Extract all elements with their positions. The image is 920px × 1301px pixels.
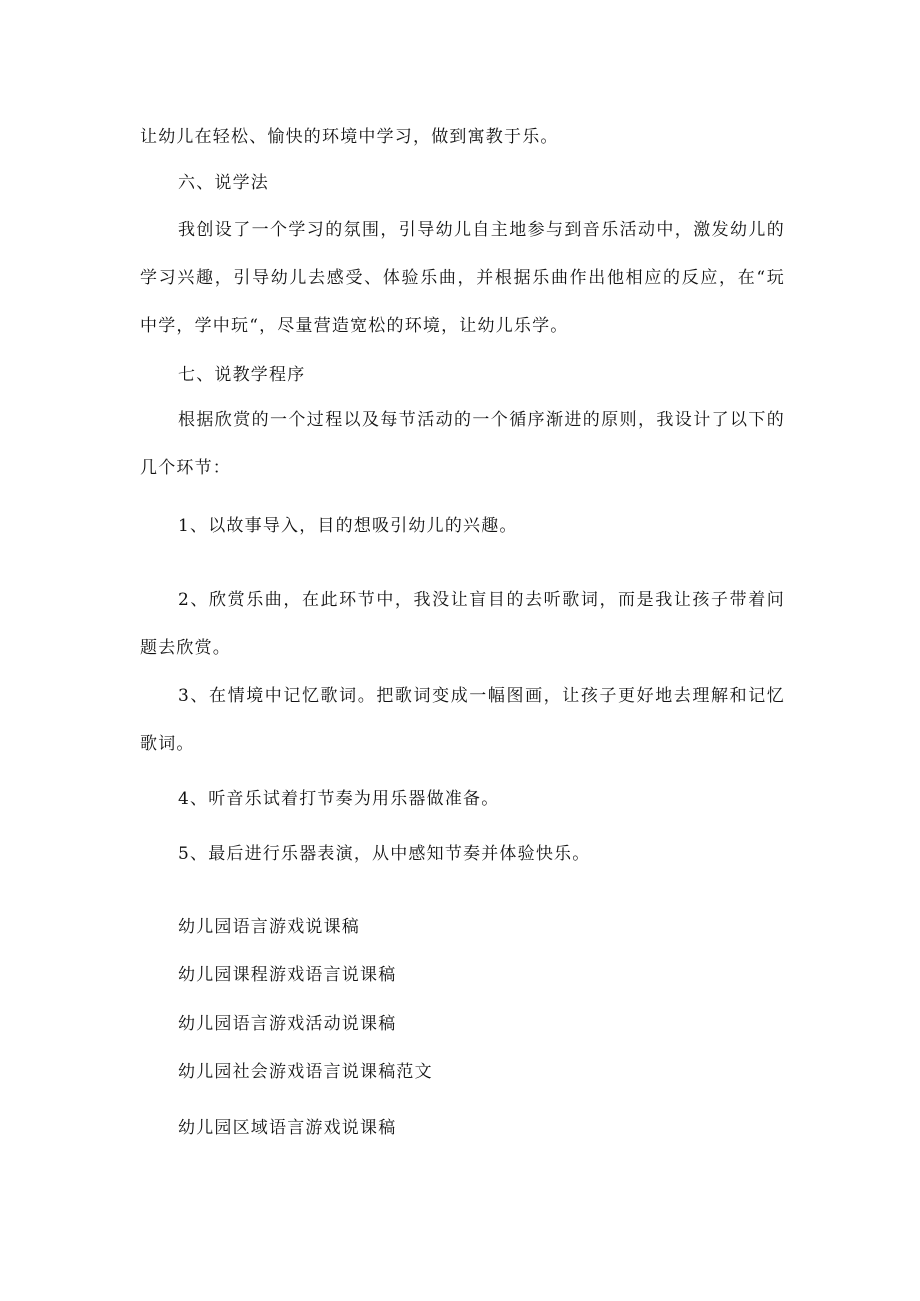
related-link[interactable]: 幼儿园区域语言游戏说课稿 — [178, 1118, 397, 1138]
paragraph-intro-end: 让幼儿在轻松、愉快的环境中学习，做到寓教于乐。 — [140, 127, 559, 147]
related-link[interactable]: 幼儿园社会游戏语言说课稿范文 — [178, 1062, 433, 1082]
step-1: 1、以故事导入，目的想吸引幼儿的兴趣。 — [178, 516, 518, 536]
step-3: 3、在情境中记忆歌词。把歌词变成一幅图画，让孩子更好地去理解和记忆歌词。 — [140, 686, 785, 754]
step-5: 5、最后进行乐器表演，从中感知节奏并体验快乐。 — [178, 844, 591, 864]
heading-teaching-procedure: 七、说教学程序 — [178, 365, 306, 385]
paragraph-teaching-procedure: 根据欣赏的一个过程以及每节活动的一个循序渐进的原则，我设计了以下的几个环节： — [140, 410, 785, 478]
heading-learning-method: 六、说学法 — [178, 173, 269, 193]
related-link[interactable]: 幼儿园语言游戏活动说课稿 — [178, 1014, 397, 1034]
paragraph-learning-method: 我创设了一个学习的氛围，引导幼儿自主地参与到音乐活动中，激发幼儿的学习兴趣，引导幼儿去感受、体验乐曲，并根据乐曲作出他相应的反应，在“玩中学，学中玩“，尽量营造宽松的环境，让幼儿乐学。 — [140, 220, 785, 336]
related-link[interactable]: 幼儿园课程游戏语言说课稿 — [178, 965, 397, 985]
step-2: 2、欣赏乐曲，在此环节中，我没让盲目的去听歌词，而是我让孩子带着问题去欣赏。 — [140, 590, 785, 658]
related-link[interactable]: 幼儿园语言游戏说课稿 — [178, 917, 360, 937]
step-4: 4、听音乐试着打节奏为用乐器做准备。 — [178, 789, 500, 809]
